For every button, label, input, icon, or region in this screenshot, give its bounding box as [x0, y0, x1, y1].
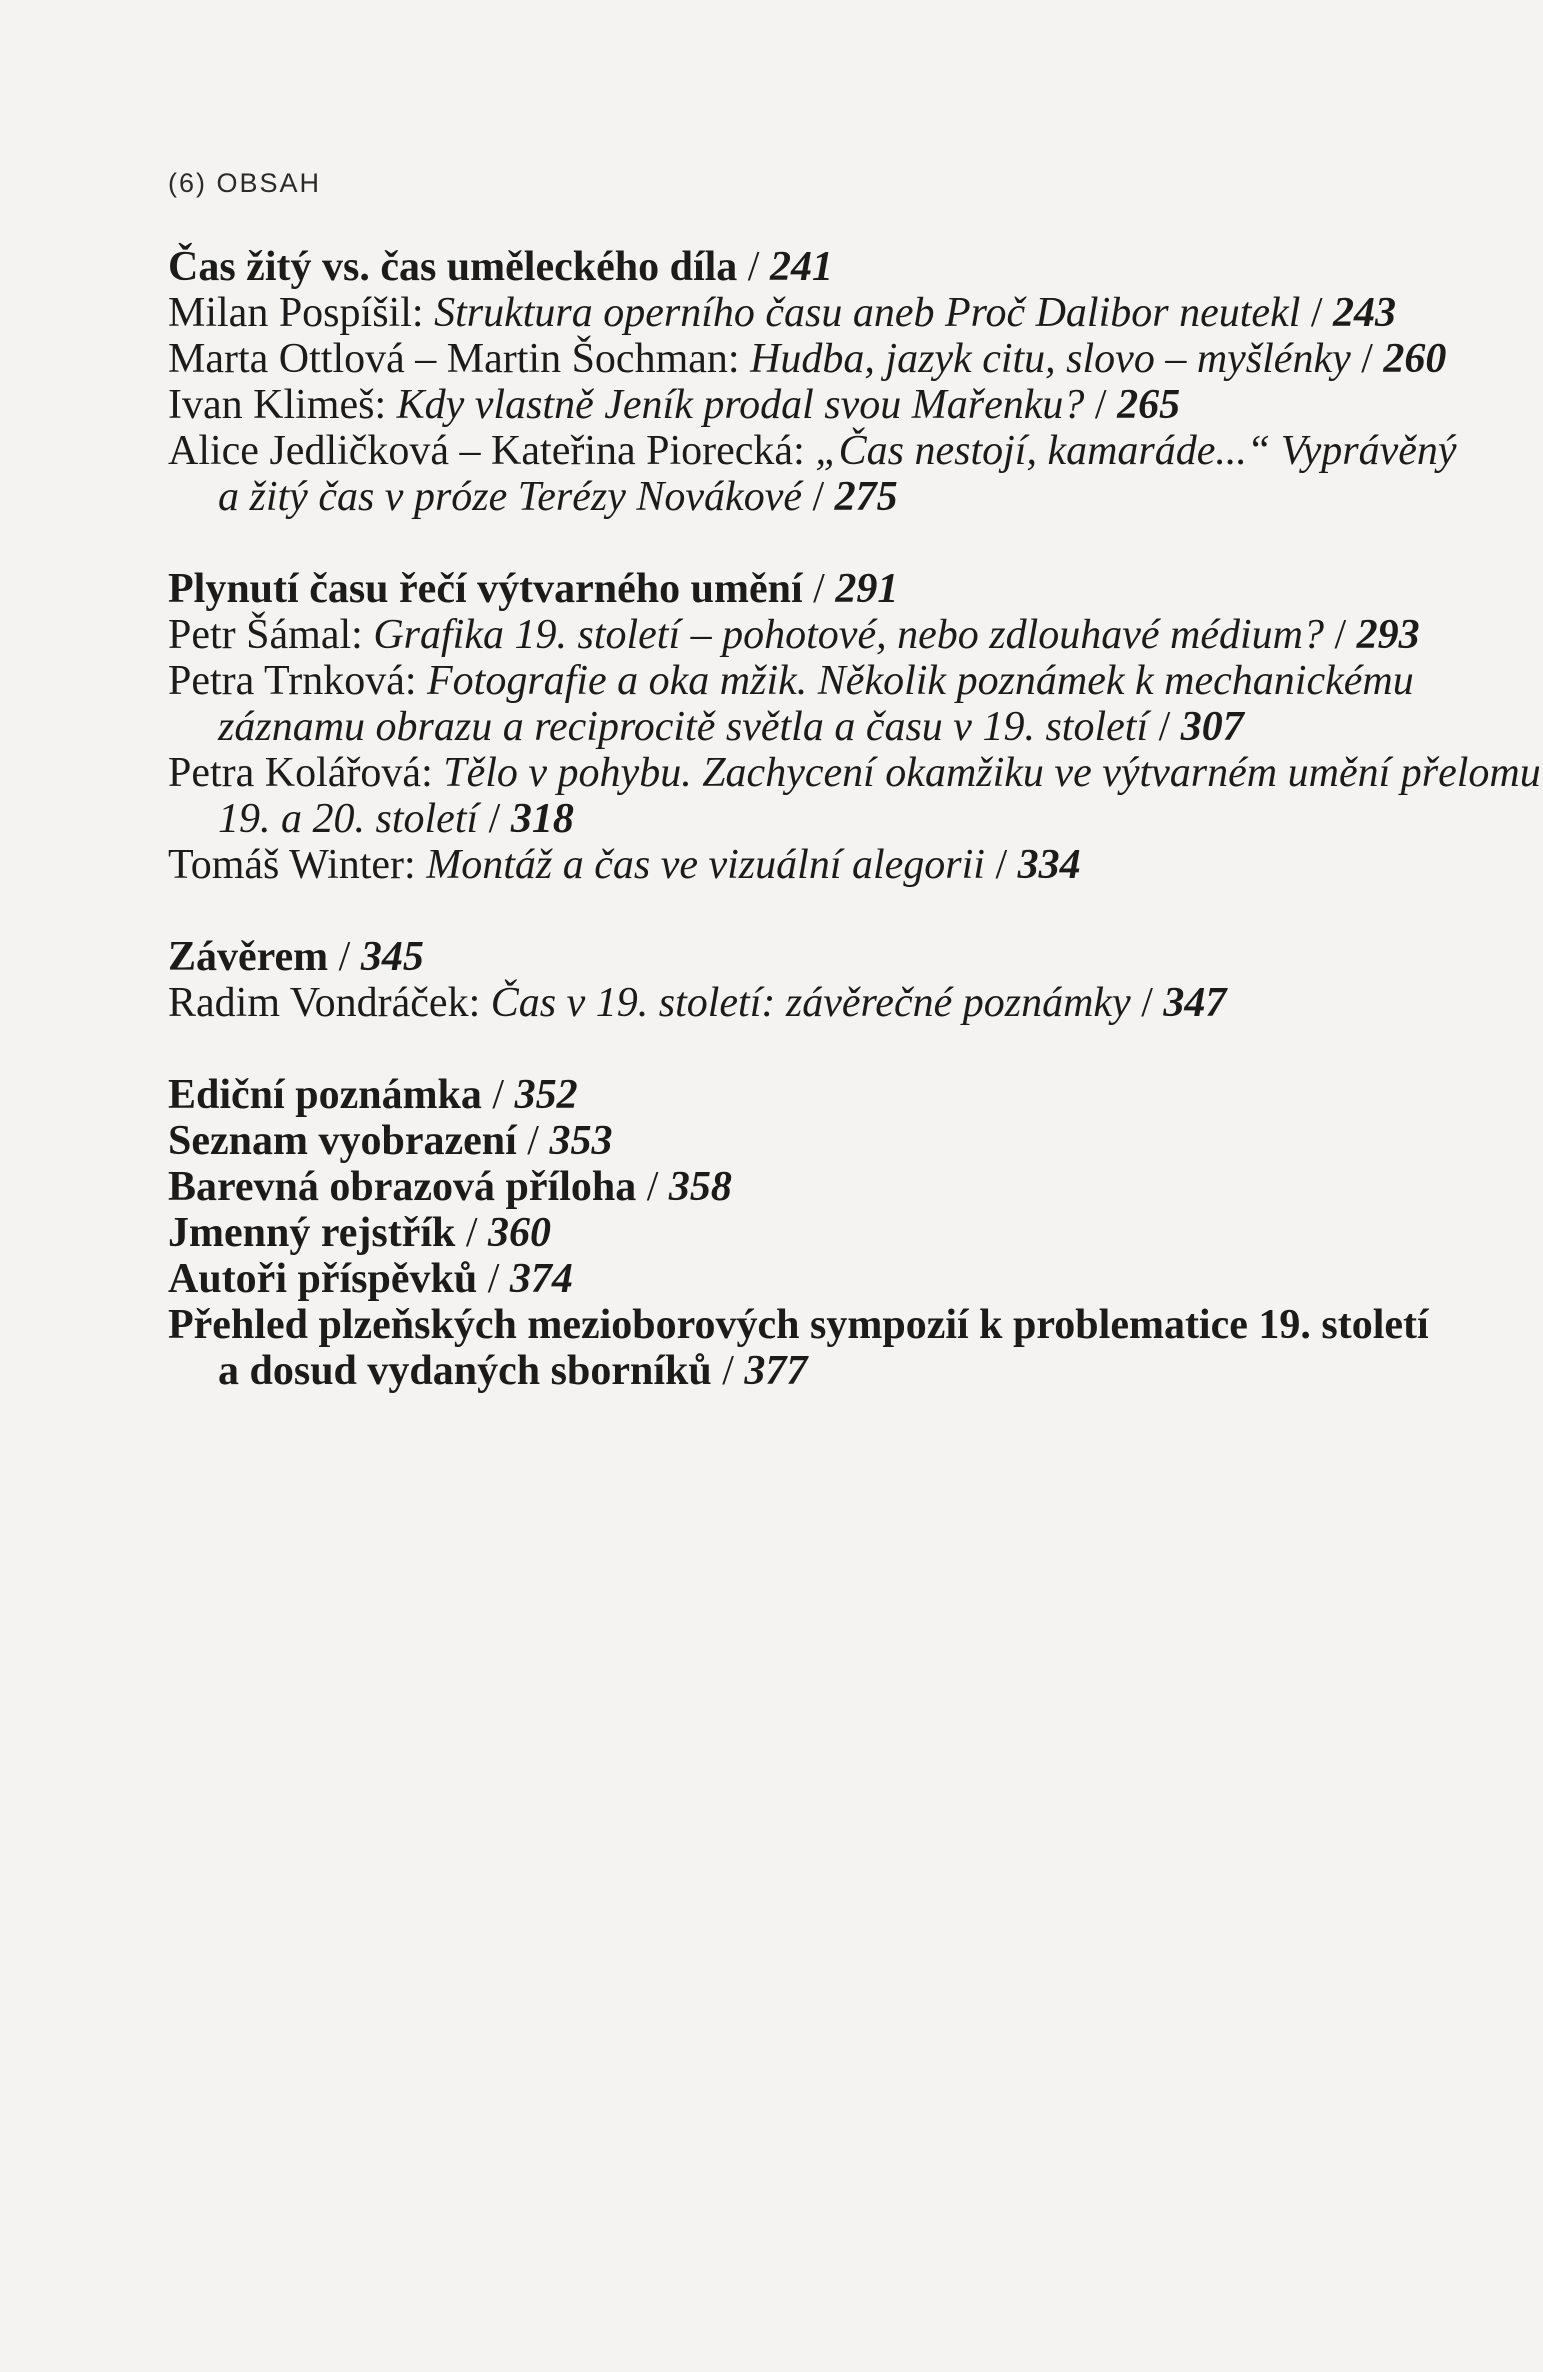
section-heading-page: 345	[360, 934, 424, 980]
toc-section	[168, 244, 1457, 520]
page-separator: /	[711, 1348, 745, 1394]
page-separator: /	[481, 1072, 515, 1118]
section-heading-title: Čas žitý vs. čas uměleckého díla	[168, 244, 738, 290]
entry-page: 334	[1017, 842, 1081, 888]
entry-author: Milan Pospíšil:	[168, 290, 435, 336]
page-separator: /	[328, 934, 361, 980]
toc-entry-continuation[interactable]	[168, 474, 1438, 520]
toc-entry[interactable]	[168, 612, 1438, 658]
entry-page: 293	[1356, 612, 1420, 658]
page-separator: /	[801, 474, 835, 520]
toc-entry[interactable]	[168, 382, 1438, 428]
entry-title: Tělo v pohybu. Zachycení okamžiku ve výtvarném umění přelomu	[443, 750, 1541, 796]
entry-author: Petra Trnková:	[168, 658, 428, 704]
toc-entry[interactable]	[168, 842, 1438, 888]
toc-entry[interactable]	[168, 980, 1438, 1026]
page-separator: /	[455, 1210, 489, 1256]
back-matter-page: 377	[744, 1348, 808, 1394]
page-separator: /	[516, 1118, 550, 1164]
back-matter-page: 374	[509, 1256, 573, 1302]
entry-page: 347	[1163, 980, 1227, 1026]
toc-entry[interactable]	[168, 658, 1438, 704]
entry-author: Ivan Klimeš:	[168, 382, 397, 428]
page-separator: /	[1084, 382, 1118, 428]
back-matter-label: Seznam vyobrazení	[168, 1118, 517, 1164]
entry-title-continuation: záznamu obrazu a reciprocitě světla a času v 19. století	[218, 704, 1149, 750]
running-head: (6) OBSAH	[168, 168, 322, 198]
back-matter-label: Barevná obrazová příloha	[168, 1164, 637, 1210]
section-heading-page: 241	[769, 244, 833, 290]
toc-entry[interactable]	[168, 750, 1541, 796]
toc-section	[168, 934, 1438, 1026]
section-heading-title: Plynutí času řečí výtvarného umění	[168, 566, 803, 612]
toc-entry[interactable]	[168, 290, 1438, 336]
page-separator: /	[636, 1164, 669, 1210]
toc-entry[interactable]	[168, 428, 1457, 474]
back-matter-entry[interactable]	[168, 1210, 1438, 1256]
page-separator: /	[1300, 290, 1334, 336]
back-matter-page: 352	[514, 1072, 578, 1118]
section-heading[interactable]	[168, 934, 1438, 980]
entry-title: „Čas nestojí, kamaráde...“ Vyprávěný	[815, 428, 1457, 474]
entry-page: 318	[510, 796, 574, 842]
back-matter-entry[interactable]	[168, 1256, 1438, 1302]
back-matter-page: 358	[668, 1164, 732, 1210]
entry-title-continuation: 19. a 20. století	[218, 796, 479, 842]
page-separator: /	[984, 842, 1018, 888]
section-heading-title: Závěrem	[168, 934, 329, 980]
entry-author: Marta Ottlová – Martin Šochman:	[168, 336, 751, 382]
back-matter-label: Jmenný rejstřík	[168, 1210, 456, 1256]
back-matter-continuation[interactable]	[168, 1348, 1438, 1394]
page-separator: /	[478, 796, 511, 842]
entry-title-continuation: a žitý čas v próze Terézy Novákové	[218, 474, 802, 520]
toc-entry[interactable]	[168, 336, 1447, 382]
toc-entry-continuation[interactable]	[168, 796, 1438, 842]
back-matter-label: Autoři příspěvků	[168, 1256, 478, 1302]
entry-author: Tomáš Winter:	[168, 842, 427, 888]
entry-author: Alice Jedličková – Kateřina Piorecká:	[168, 428, 816, 474]
back-matter-page: 353	[549, 1118, 613, 1164]
page-separator: /	[802, 566, 836, 612]
entry-title: Grafika 19. století – pohotové, nebo zdlouhavé médium?	[373, 612, 1324, 658]
back-matter-label: Přehled plzeňských mezioborových sympozií k problematice 19. století	[168, 1302, 1429, 1348]
page-separator: /	[1324, 612, 1357, 658]
section-heading-page: 291	[835, 566, 899, 612]
entry-page: 275	[834, 474, 898, 520]
back-matter-label: Ediční poznámka	[168, 1072, 482, 1118]
toc-back-matter	[168, 1072, 1438, 1394]
entry-title: Fotografie a oka mžik. Několik poznámek k mechanickému	[427, 658, 1414, 704]
section-heading[interactable]	[168, 244, 1438, 290]
section-heading[interactable]	[168, 566, 1438, 612]
entry-title: Hudba, jazyk citu, slovo – myšlénky	[750, 336, 1351, 382]
back-matter-entry[interactable]	[168, 1118, 1438, 1164]
entry-page: 265	[1117, 382, 1181, 428]
page-separator: /	[477, 1256, 510, 1302]
page-separator: /	[737, 244, 770, 290]
page-separator: /	[1148, 704, 1181, 750]
entry-page: 243	[1333, 290, 1397, 336]
back-matter-entry[interactable]	[168, 1302, 1438, 1348]
entry-page: 260	[1383, 336, 1447, 382]
entry-author: Petr Šámal:	[168, 612, 374, 658]
entry-title: Čas v 19. století: závěrečné poznámky	[490, 980, 1131, 1026]
table-of-contents	[168, 244, 1541, 1440]
entry-title: Kdy vlastně Jeník prodal svou Mařenku?	[396, 382, 1085, 428]
entry-author: Petra Kolářová:	[168, 750, 444, 796]
entry-page: 307	[1180, 704, 1244, 750]
toc-section	[168, 566, 1541, 888]
back-matter-entry[interactable]	[168, 1164, 1438, 1210]
back-matter-entry[interactable]	[168, 1072, 1438, 1118]
entry-title: Montáž a čas ve vizuální alegorii	[426, 842, 985, 888]
page-separator: /	[1350, 336, 1384, 382]
toc-entry-continuation[interactable]	[168, 704, 1438, 750]
page-separator: /	[1130, 980, 1164, 1026]
back-matter-label-continuation: a dosud vydaných sborníků	[218, 1348, 712, 1394]
entry-title: Struktura operního času aneb Proč Dalibor neutekl	[434, 290, 1301, 336]
back-matter-page: 360	[488, 1210, 552, 1256]
entry-author: Radim Vondráček:	[168, 980, 491, 1026]
